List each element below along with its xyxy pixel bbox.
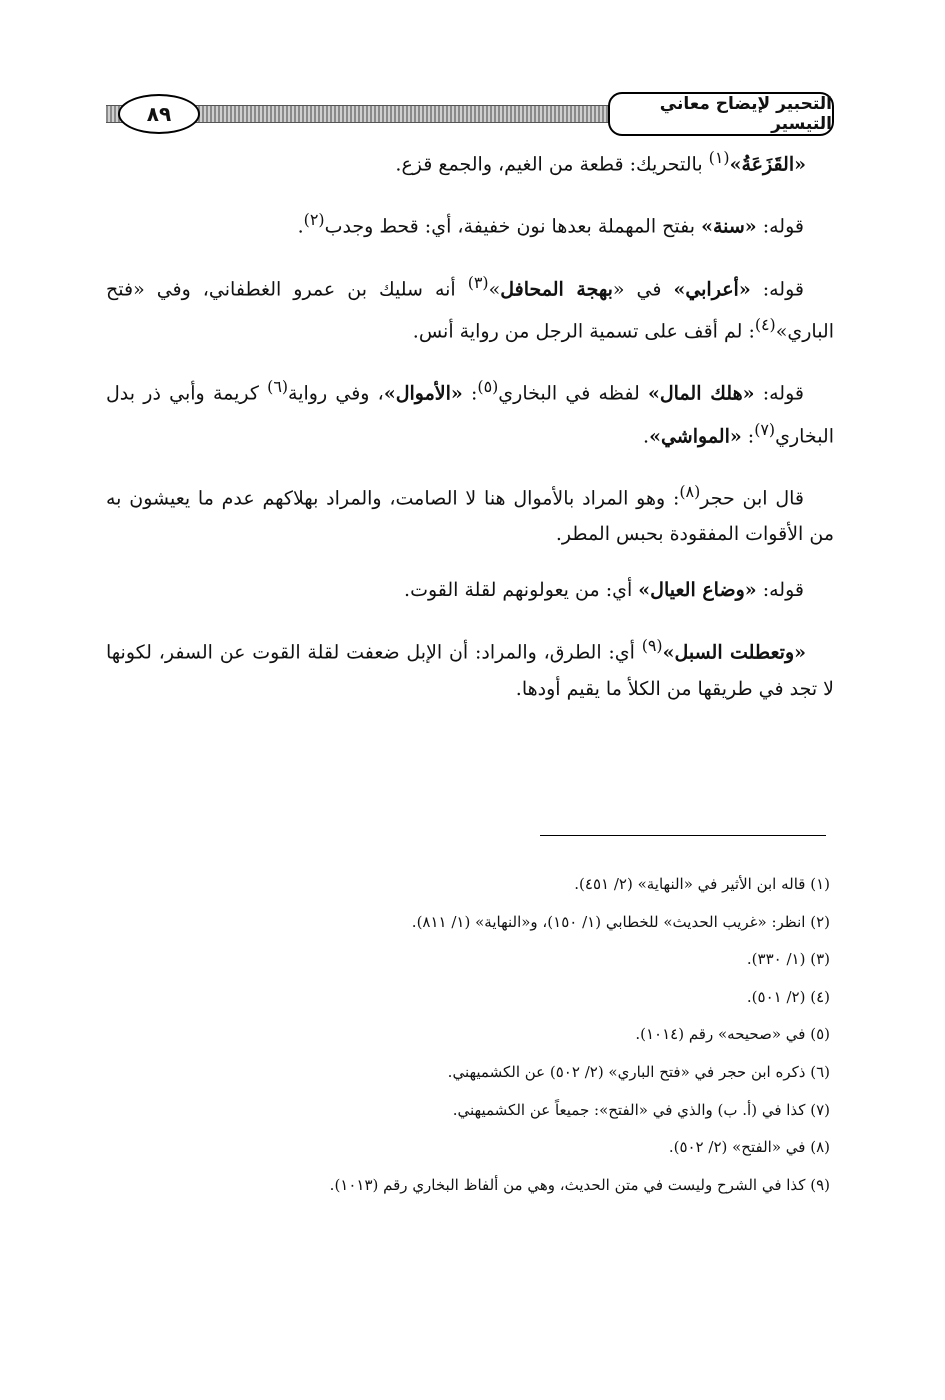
running-title: التحبير لإيضاح معاني التيسير: [608, 92, 834, 136]
text: قوله:: [756, 215, 804, 238]
text: :: [741, 424, 755, 447]
footnote-ref: (١): [708, 148, 730, 167]
term: «القَزَعَةُ»: [729, 153, 806, 176]
footnote-ref: (٩): [641, 636, 663, 656]
footnote-8: (٨) في «الفتح» (٢/ ٥٠٢).: [668, 1138, 830, 1157]
footnote-4: (٤) (٢/ ٥٠١).: [746, 987, 830, 1006]
text: :: [462, 382, 478, 405]
footnotes: [200, 866, 834, 1204]
text: أي: الطرق، والمراد: أن الإبل ضعفت لقلة القوت عن السفر، لكونها لا تجد في طريقها من الكلأ ما يقيم أودها.: [106, 641, 834, 700]
term: «المواشي»: [649, 424, 742, 447]
text: كريمة وأبي ذر بدل البخاري: [106, 382, 834, 447]
footnote-1: (١) قاله ابن الأثير في «النهاية» (٢/ ٤٥١).: [574, 875, 830, 893]
term: «سنة»: [701, 215, 757, 238]
text: : لم أقف على تسمية الرجل من رواية أنس.: [412, 320, 755, 343]
footnote-7: (٧) كذا في (أ. ب) والذي في «الفتح»: جميعاً عن الكشميهني.: [452, 1100, 830, 1119]
footnote-5: (٥) في «صحيحه» رقم (١٠١٤).: [635, 1025, 830, 1044]
text: ، وفي رواية: [288, 382, 384, 405]
paragraph-4: [106, 369, 834, 454]
footnote-ref: (٢): [303, 210, 325, 230]
paragraph-5: [106, 474, 834, 552]
term: «الأموال»: [383, 382, 463, 405]
footnote-ref: (٤): [754, 314, 776, 334]
text: في «: [612, 277, 674, 300]
text: أي: من يعولونهم لقلة القوت.: [404, 579, 639, 602]
paragraph-1: [106, 140, 834, 182]
footnote-2: (٢) انظر: «غريب الحديث» للخطابي (١/ ١٥٠)، و«النهاية» (١/ ٨١١).: [411, 912, 830, 931]
text: لفظه في البخاري: [498, 382, 648, 405]
paragraph-2: [106, 202, 834, 244]
footnote-ref: (٥): [477, 377, 499, 397]
page-header: [96, 92, 834, 138]
footnote-ref: (٦): [267, 377, 289, 397]
paragraph-3: [106, 265, 834, 350]
text: قوله:: [754, 382, 804, 405]
term: بهجة المحافل: [500, 277, 613, 300]
text: .: [643, 424, 650, 447]
paragraph-6: [106, 572, 834, 608]
footnote-ref: (٣): [467, 272, 489, 292]
text: قوله:: [750, 277, 804, 300]
text: »: [488, 277, 501, 300]
main-text: [106, 140, 834, 727]
text: .: [297, 215, 304, 238]
footnote-3: (٣) (١/ ٣٣٠).: [746, 950, 830, 969]
footnote-ref: (٧): [754, 419, 776, 439]
text: أنه سليك بن عمرو الغطفاني، وفي «فتح الباري»: [106, 277, 834, 343]
page-number: ٨٩: [118, 94, 200, 134]
term: «وضاع العيال»: [638, 579, 757, 602]
term: «هلك المال»: [647, 382, 755, 405]
text: : وهو المراد بالأموال هنا لا الصامت، والمراد بهلاكهم عدم ما يعيشون به من الأقوات المفقودة بحبس المطر.: [106, 487, 834, 546]
footnote-6: (٦) ذكره ابن حجر في «فتح الباري» (٢/ ٥٠٢) عن الكشميهني.: [447, 1062, 830, 1081]
text: قوله:: [756, 579, 804, 602]
footnote-separator: [540, 835, 826, 836]
footnote-9: (٩) كذا في الشرح وليست في متن الحديث، وهي من ألفاظ البخاري رقم (١٠١٣).: [329, 1175, 830, 1194]
text: بفتح المهملة بعدها نون خفيفة، أي: قحط وجدب: [324, 215, 702, 238]
footnote-ref: (٨): [679, 481, 701, 501]
term: «أعرابي»: [673, 277, 751, 300]
text: قال ابن حجر: [700, 487, 804, 510]
term: «وتعطلت السبل»: [662, 641, 806, 664]
text: بالتحريك: قطعة من الغيم، والجمع قزع.: [395, 153, 709, 176]
paragraph-7: [106, 628, 834, 706]
